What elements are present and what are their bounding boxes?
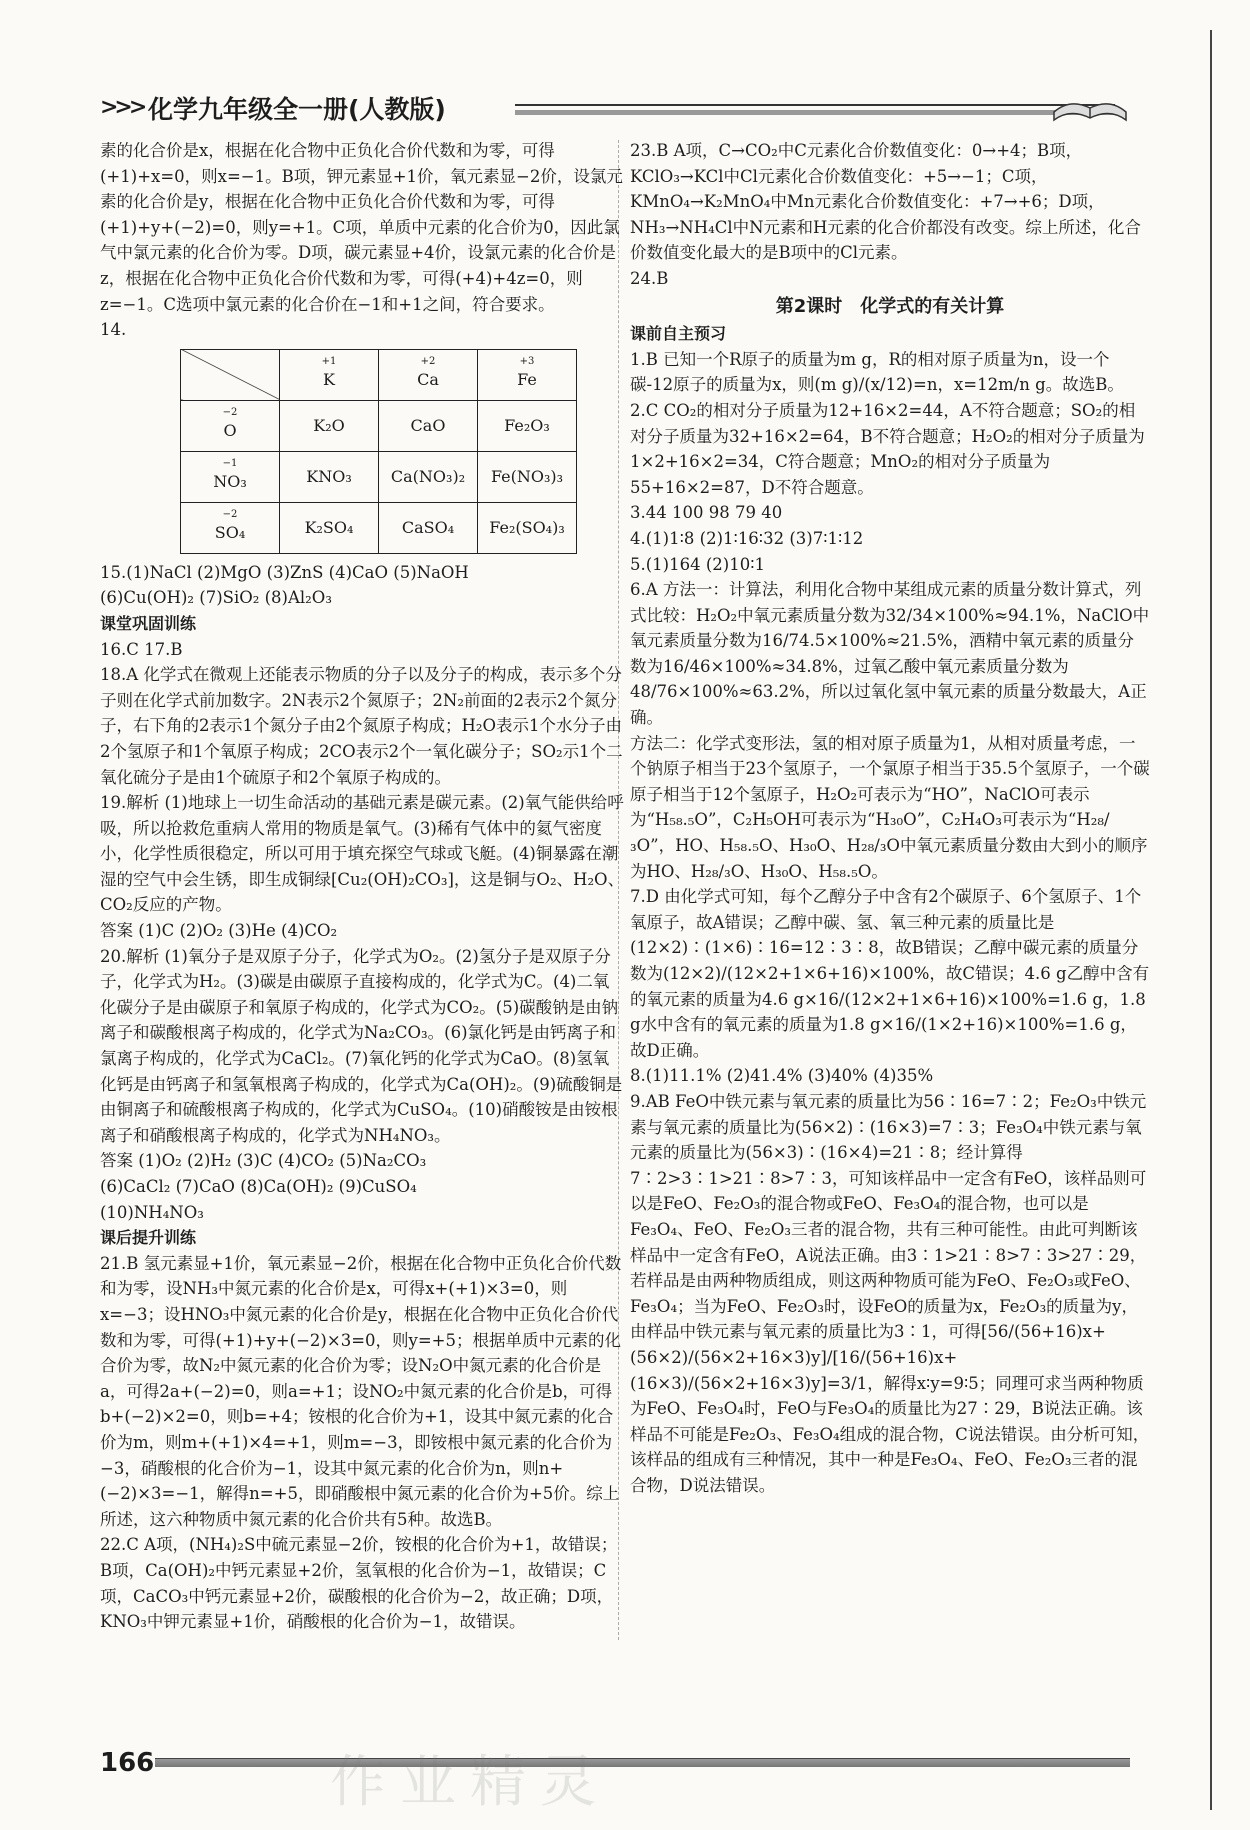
answer-23: 23.B A项，C→CO₂中C元素化合价数值变化：0→+4；B项，KClO₃→KCl中Cl元素化合价数值变化：+5→−1；C项，KMnO₄→K₂MnO₄中Mn元素化合价数值变化：+7→+6；D项，NH₃→NH₄Cl中N元素和H元素的化合价都没有改变。综上所述，化合价数值变化最大的是B项中的Cl元素。 bbox=[630, 141, 1141, 263]
watermark: 作业精灵 bbox=[330, 1750, 610, 1815]
answer-24: 24.B bbox=[630, 268, 669, 288]
table-col-header bbox=[379, 349, 478, 400]
answer-5: 5.(1)164 (2)10∶1 bbox=[630, 554, 766, 574]
section-heading: 课后提升训练 bbox=[100, 1228, 197, 1248]
lesson-title: 第2课时 化学式的有关计算 bbox=[775, 295, 1005, 317]
answer-8: 8.(1)11.1% (2)41.4% (3)40% (4)35% bbox=[630, 1066, 934, 1086]
table-cell: Ca(NO₃)₂ bbox=[379, 451, 478, 502]
table-cell: Fe₂O₃ bbox=[478, 400, 577, 451]
header-title: 化学九年级全一册(人教版) bbox=[148, 95, 446, 124]
book-icon bbox=[1050, 92, 1130, 126]
table-cell: Fe₂(SO₄)₃ bbox=[478, 502, 577, 553]
header-rule bbox=[515, 104, 1115, 115]
element-symbol: Fe bbox=[517, 369, 537, 389]
table-corner bbox=[181, 349, 280, 400]
valence-mark: +1 bbox=[321, 355, 337, 367]
table-row-header bbox=[181, 400, 280, 451]
table-row bbox=[181, 400, 577, 451]
answer-20-key-line3: (10)NH₄NO₃ bbox=[100, 1202, 204, 1222]
table-row bbox=[181, 502, 577, 553]
valence-mark: −1 bbox=[222, 457, 238, 469]
left-column bbox=[100, 138, 625, 1635]
right-column bbox=[630, 138, 1150, 1498]
answer-2: 2.C CO₂的相对分子质量为12+16×2=44，A不符合题意；SO₂的相对分子质量为32+16×2=64，B不符合题意；H₂O₂的相对分子质量为1×2+16×2=34，C符合题意；MnO₂的相对分子质量为55+16×2=87，D不符合题意。 bbox=[630, 400, 1145, 497]
valence-mark: +3 bbox=[519, 355, 535, 367]
answer-15-line1: 15.(1)NaCl (2)MgO (3)ZnS (4)CaO (5)NaOH bbox=[100, 562, 469, 582]
page-number: 166 bbox=[100, 1748, 155, 1778]
valence-mark: −2 bbox=[222, 406, 238, 418]
answer-20-key-line1: 答案 (1)O₂ (2)H₂ (3)C (4)CO₂ (5)Na₂CO₃ bbox=[100, 1151, 427, 1171]
section-heading: 课前自主预习 bbox=[630, 324, 727, 344]
answer-6: 6.A 方法一：计算法，利用化合物中某组成元素的质量分数计算式，列式比较：H₂O₂中氧元素质量分数为32/34×100%≈94.1%，NaClO中氧元素质量分数为16/74.5×100%≈21.5%，酒精中氧元素的质量分数为16/46×100%≈34.8%，过氧乙酸中氧元素质量分数为48/76×100%≈63.2%，所以过氧化氢中氧元素的质量分数最大，A正确。 bbox=[630, 580, 1150, 728]
page-header bbox=[100, 90, 1140, 130]
answer-7: 7.D 由化学式可知，每个乙醇分子中含有2个碳原子、6个氢原子、1个氧原子，故A错误；乙醇中碳、氢、氧三种元素的质量比是(12×2)∶(1×6)∶16=12∶3∶8，故B错误；乙醇中碳元素的质量分数为(12×2)/(12×2+1×6+16)×100%，故C错误；4.6 g乙醇中含有的氧元素的质量为4.6 g×16/(12×2+1×6+16)×100%=1.6 g，1.8 g水中含有的氧元素的质量为1.8 g×16/(1×2+16)×100%=1.6 g，故D正确。 bbox=[630, 887, 1150, 1060]
section-heading: 课堂巩固训练 bbox=[100, 613, 197, 633]
ion-symbol: NO₃ bbox=[213, 471, 247, 491]
header-arrows-icon: >>> bbox=[100, 94, 144, 120]
answer-18: 18.A 化学式在微观上还能表示物质的分子以及分子的构成，表示多个分子则在化学式前加数字。2N表示2个氮原子；2N₂前面的2表示2个氮分子，右下角的2表示1个氮分子由2个氮原子构成；H₂O表示1个水分子由2个氢原子和1个氧原子构成；2CO表示2个一氧化碳分子；SO₂示1个二氧化硫分子是由1个硫原子和2个氧原子构成的。 bbox=[100, 665, 623, 787]
answer-9: 9.AB FeO中铁元素与氧元素的质量比为56∶16=7∶2；Fe₂O₃中铁元素与氧元素的质量比为(56×2)∶(16×3)=7∶3；Fe₃O₄中铁元素与氧元素的质量比为(56×3)∶(16×4)=21∶8；经计算得7∶2>3∶1>21∶8>7∶3，可知该样品中一定含有FeO，该样品则可以是FeO、Fe₂O₃的混合物或FeO、Fe₃O₄的混合物，也可以是Fe₃O₄、FeO、Fe₂O₃三者的混合物，共有三种可能性。由此可判断该样品中一定含有FeO，A说法正确。由3∶1>21∶8>7∶3>27∶29，若样品是由两种物质组成，则这两种物质可能为FeO、Fe₂O₃或FeO、Fe₃O₄；当为FeO、Fe₂O₃时，设FeO的质量为x，Fe₂O₃的质量为y，由样品中铁元素与氧元素的质量比为3∶1，可得[56/(56+16)x+(56×2)/(56×2+16×3)y]/[16/(56+16)x+(16×3)/(56×2+16×3)y]=3/1，解得x∶y=9∶5；同理可求当两种物质为FeO、Fe₃O₄时，FeO与Fe₃O₄的质量比为27∶29，B说法正确。该样品不可能是Fe₂O₃、Fe₃O₄组成的混合物，C说法错误。由分析可知，该样品的组成有三种情况，其中一种是Fe₃O₄、FeO、Fe₂O₃三者的混合物，D说法错误。 bbox=[630, 1091, 1150, 1495]
table-cell: CaSO₄ bbox=[379, 502, 478, 553]
table-col-header bbox=[280, 349, 379, 400]
element-symbol: Ca bbox=[417, 369, 439, 389]
answer-4: 4.(1)1∶8 (2)1∶16∶32 (3)7∶1∶12 bbox=[630, 528, 864, 548]
valence-table bbox=[180, 349, 577, 554]
table-row-header bbox=[181, 451, 280, 502]
valence-mark: +2 bbox=[420, 355, 436, 367]
answer-14-label: 14. bbox=[100, 320, 127, 340]
answer-15-line2: (6)Cu(OH)₂ (7)SiO₂ (8)Al₂O₃ bbox=[100, 588, 332, 608]
table-cell: CaO bbox=[379, 400, 478, 451]
answer-6-method2: 方法二：化学式变形法，氢的相对原子质量为1，从相对质量考虑，一个钠原子相当于23个氢原子，一个氯原子相当于35.5个氢原子，一个碳原子相当于12个氢原子，H₂O₂可表示为“HO”，NaClO可表示为“H₅₈.₅O”，C₂H₅OH可表示为“H₃₀O”，C₂H₄O₃可表示为“H₂₈/₃O”，HO、H₅₈.₅O、H₃₀O、H₂₈/₃O中氧元素质量分数由大到小的顺序为HO、H₂₈/₃O、H₃₀O、H₅₈.₅O。 bbox=[630, 733, 1150, 881]
answer-1: 1.B 已知一个R原子的质量为m g，R的相对原子质量为n，设一个碳-12原子的质量为x，则(m g)/(x/12)=n，x=12m/n g。故选B。 bbox=[630, 349, 1124, 395]
table-cell: Fe(NO₃)₃ bbox=[478, 451, 577, 502]
answer-13-continued: 素的化合价是x，根据在化合物中正负化合价代数和为零，可得(+1)+x=0，则x=−1。B项，钾元素显+1价，氧元素显−2价，设氯元素的化合价是y，根据在化合物中正负化合价代数和为零，可得(+1)+y+(−2)=0，则y=+1。C项，单质中元素的化合价为0，因此氯气中氯元素的化合价为零。D项，碳元素显+4价，设氯元素的化合价是z，根据在化合物中正负化合价代数和为零，可得(+4)+4z=0，则z=−1。C选项中氯元素的化合价在−1和+1之间，符合要求。 bbox=[100, 141, 623, 314]
ion-symbol: O bbox=[223, 420, 237, 440]
ion-symbol: SO₄ bbox=[214, 522, 246, 542]
answer-3: 3.44 100 98 79 40 bbox=[630, 503, 783, 523]
table-cell: K₂O bbox=[280, 400, 379, 451]
valence-mark: −2 bbox=[222, 508, 238, 520]
answer-19-key: 答案 (1)C (2)O₂ (3)He (4)CO₂ bbox=[100, 921, 338, 941]
element-symbol: K bbox=[323, 369, 335, 389]
footer-rule bbox=[155, 1758, 1130, 1767]
table-cell: K₂SO₄ bbox=[280, 502, 379, 553]
table-row-header bbox=[181, 502, 280, 553]
table-col-header bbox=[478, 349, 577, 400]
table-header-row bbox=[181, 349, 577, 400]
answer-22: 22.C A项，(NH₄)₂S中硫元素显−2价，铵根的化合价为+1，故错误；B项，Ca(OH)₂中钙元素显+2价，氢氧根的化合价为−1，故错误；C项，CaCO₃中钙元素显+2价，碳酸根的化合价为−2，故正确；D项，KNO₃中钾元素显+1价，硝酸根的化合价为−1，故错误。 bbox=[100, 1535, 618, 1632]
answer-20: 20.解析 (1)氧分子是双原子分子，化学式为O₂。(2)氢分子是双原子分子，化学式为H₂。(3)碳是由碳原子直接构成的，化学式为C。(4)二氧化碳分子是由碳原子和氧原子构成的，化学式为CO₂。(5)碳酸钠是由钠离子和碳酸根离子构成的，化学式为Na₂CO₃。(6)氯化钙是由钙离子和氯离子构成的，化学式为CaCl₂。(7)氧化钙的化学式为CaO。(8)氢氧化钙是由钙离子和氢氧根离子构成的，化学式为Ca(OH)₂。(9)硫酸铜是由铜离子和硫酸根离子构成的，化学式为CuSO₄。(10)硝酸铵是由铵根离子和硝酸根离子构成的，化学式为NH₄NO₃。 bbox=[100, 946, 623, 1145]
table-row bbox=[181, 451, 577, 502]
answer-21: 21.B 氢元素显+1价，氧元素显−2价，根据在化合物中正负化合价代数和为零，设NH₃中氮元素的化合价是x，可得x+(+1)×3=0，则x=−3；设HNO₃中氮元素的化合价是y，根据在化合物中正负化合价代数和为零，可得(+1)+y+(−2)×3=0，则y=+5；根据单质中元素的化合价为零，故N₂中氮元素的化合价为零；设N₂O中氮元素的化合价是a，可得2a+(−2)=0，则a=+1；设NO₂中氮元素的化合价是b，可得b+(−2)×2=0，则b=+4；铵根的化合价为+1，设其中氮元素的化合价为m，则m+(+1)×4=+1，则m=−3，即铵根中氮元素的化合价为−3，硝酸根的化合价为−1，设其中氮元素的化合价为n，则n+(−2)×3=−1，解得n=+5，即硝酸根中氮元素的化合价为+5价。综上所述，这六种物质中氮元素的化合价共有5种。故选B。 bbox=[100, 1253, 622, 1529]
answer-20-key-line2: (6)CaCl₂ (7)CaO (8)Ca(OH)₂ (9)CuSO₄ bbox=[100, 1177, 417, 1196]
answer-19: 19.解析 (1)地球上一切生命活动的基础元素是碳元素。(2)氧气能供给呼吸，所以抢救危重病人常用的物质是氧气。(3)稀有气体中的氦气密度小，化学性质很稳定，所以可用于填充探空气球或飞艇。(4)铜暴露在潮湿的空气中会生锈，即生成铜绿[Cu₂(OH)₂CO₃]，这是铜与O₂、H₂O、CO₂反应的产物。 bbox=[100, 793, 625, 915]
binding-rule bbox=[1210, 30, 1212, 1810]
answer-16-17: 16.C 17.B bbox=[100, 639, 183, 659]
table-cell: KNO₃ bbox=[280, 451, 379, 502]
